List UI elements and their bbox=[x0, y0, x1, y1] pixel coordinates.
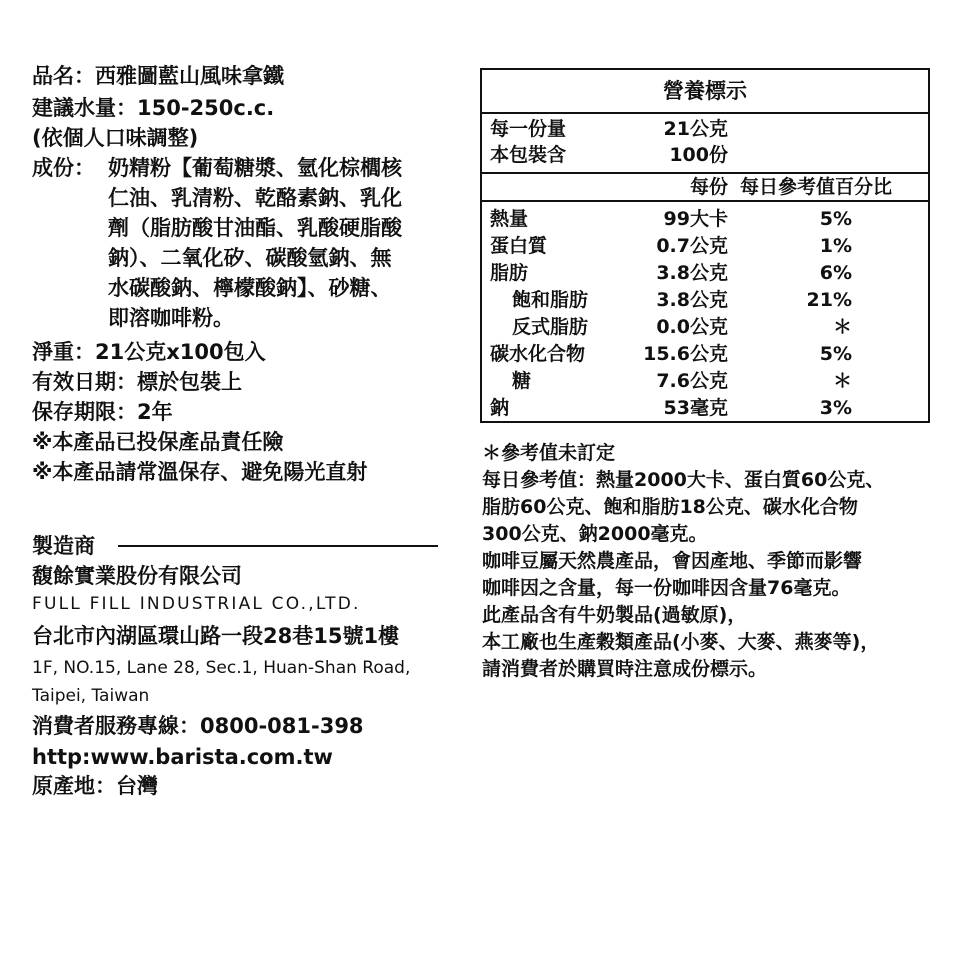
nutrient-name: 脂肪 bbox=[490, 262, 529, 284]
note-line: 咖啡因之含量，每一份咖啡因含量76毫克。 bbox=[482, 577, 851, 599]
ingredients-line: 水碳酸鈉、檸檬酸鈉】、砂糖、 bbox=[108, 276, 392, 300]
note-line: 每日參考值：熱量2000大卡、蛋白質60公克、 bbox=[482, 469, 885, 491]
note-line: 本工廠也生產穀類產品(小麥、大麥、燕麥等)， bbox=[482, 631, 880, 653]
shelf-life: 保存期限：2年 bbox=[32, 400, 173, 424]
ingredients-line: 鈉）、二氧化矽、碳酸氫鈉、無 bbox=[108, 246, 392, 270]
nutrient-daily: 6% bbox=[819, 262, 852, 284]
ingredients-line: 仁油、乳清粉、乾酪素鈉、乳化 bbox=[108, 186, 402, 210]
nutrient-name: 飽和脂肪 bbox=[512, 289, 589, 311]
manufacturer-rule bbox=[118, 545, 438, 547]
nutrient-value: 15.6公克 bbox=[643, 343, 728, 365]
nutrition-table bbox=[480, 68, 930, 423]
nutrition-title: 營養標示 bbox=[663, 79, 747, 103]
note-line: ＊參考值未訂定 bbox=[482, 442, 616, 464]
nutrient-daily: 1% bbox=[819, 235, 852, 257]
ingredients-label: 成份： bbox=[32, 156, 95, 180]
address-en-line2: Taipei, Taiwan bbox=[32, 686, 150, 706]
nutrient-value: 3.8公克 bbox=[656, 262, 728, 284]
nutrient-name: 熱量 bbox=[490, 208, 529, 230]
manufacturer-name-en: FULL FILL INDUSTRIAL CO.,LTD. bbox=[32, 594, 361, 614]
nutrient-value: 99大卡 bbox=[663, 208, 728, 230]
storage-note: ※本產品請常溫保存、避免陽光直射 bbox=[32, 460, 368, 484]
product-name: 品名：西雅圖藍山風味拿鐵 bbox=[32, 64, 284, 88]
origin: 原產地：台灣 bbox=[32, 774, 158, 798]
serving-size-label: 每一份量 bbox=[490, 118, 567, 140]
nutrient-value: 53毫克 bbox=[663, 397, 728, 419]
manufacturer-name-zh: 馥餘實業股份有限公司 bbox=[32, 564, 242, 588]
table-divider bbox=[482, 200, 928, 202]
water-amount: 建議水量：150-250c.c. bbox=[32, 96, 275, 120]
package-count-value: 100份 bbox=[669, 144, 728, 166]
nutrition-notes bbox=[482, 440, 942, 683]
nutrient-daily: 21% bbox=[806, 289, 852, 311]
address-en-line1: 1F, NO.15, Lane 28, Sec.1, Huan-Shan Road, bbox=[32, 658, 411, 678]
taste-note: (依個人口味調整) bbox=[32, 126, 199, 150]
service-hotline: 消費者服務專線：0800-081-398 bbox=[32, 714, 364, 738]
nutrient-daily: ＊ bbox=[832, 370, 852, 392]
ingredients-text bbox=[108, 154, 464, 332]
nutrient-daily: ＊ bbox=[832, 316, 852, 338]
net-weight: 淨重：21公克x100包入 bbox=[32, 340, 266, 364]
insurance-note: ※本產品已投保產品責任險 bbox=[32, 430, 284, 454]
nutrient-value: 0.7公克 bbox=[656, 235, 728, 257]
note-line: 咖啡豆屬天然農產品，會因產地、季節而影響 bbox=[482, 550, 863, 572]
nutrient-name: 蛋白質 bbox=[490, 235, 548, 257]
serving-size-value: 21公克 bbox=[663, 118, 728, 140]
note-line: 脂肪60公克、飽和脂肪18公克、碳水化合物 bbox=[482, 496, 858, 518]
website: http:www.barista.com.tw bbox=[32, 745, 333, 769]
note-line: 請消費者於購買時注意成份標示。 bbox=[482, 658, 768, 680]
col-per-serving: 每份 bbox=[689, 176, 728, 198]
manufacturer-heading: 製造商 bbox=[32, 534, 95, 558]
nutrient-daily: 3% bbox=[819, 397, 852, 419]
nutrient-name: 反式脂肪 bbox=[512, 316, 589, 338]
nutrient-daily: 5% bbox=[819, 343, 852, 365]
col-daily-percent: 每日參考值百分比 bbox=[740, 176, 893, 198]
ingredients-line: 即溶咖啡粉。 bbox=[108, 306, 234, 330]
ingredients-line: 劑（脂肪酸甘油酯、乳酸硬脂酸 bbox=[108, 216, 402, 240]
nutrient-name: 糖 bbox=[512, 370, 532, 392]
nutrient-value: 3.8公克 bbox=[656, 289, 728, 311]
table-divider bbox=[482, 112, 928, 114]
address-zh: 台北市內湖區環山路一段28巷15號1樓 bbox=[32, 624, 400, 648]
note-line: 300公克、鈉2000毫克。 bbox=[482, 523, 708, 545]
ingredients-line: 奶精粉【葡萄糖漿、氫化棕櫚核 bbox=[108, 156, 402, 180]
nutrient-name: 鈉 bbox=[490, 397, 510, 419]
nutrient-name: 碳水化合物 bbox=[490, 343, 586, 365]
nutrient-value: 0.0公克 bbox=[656, 316, 728, 338]
nutrient-daily: 5% bbox=[819, 208, 852, 230]
expiry-date: 有效日期：標於包裝上 bbox=[32, 370, 242, 394]
note-line: 此產品含有牛奶製品(過敏原)， bbox=[482, 604, 747, 626]
nutrient-value: 7.6公克 bbox=[656, 370, 728, 392]
package-count-label: 本包裝含 bbox=[490, 144, 567, 166]
